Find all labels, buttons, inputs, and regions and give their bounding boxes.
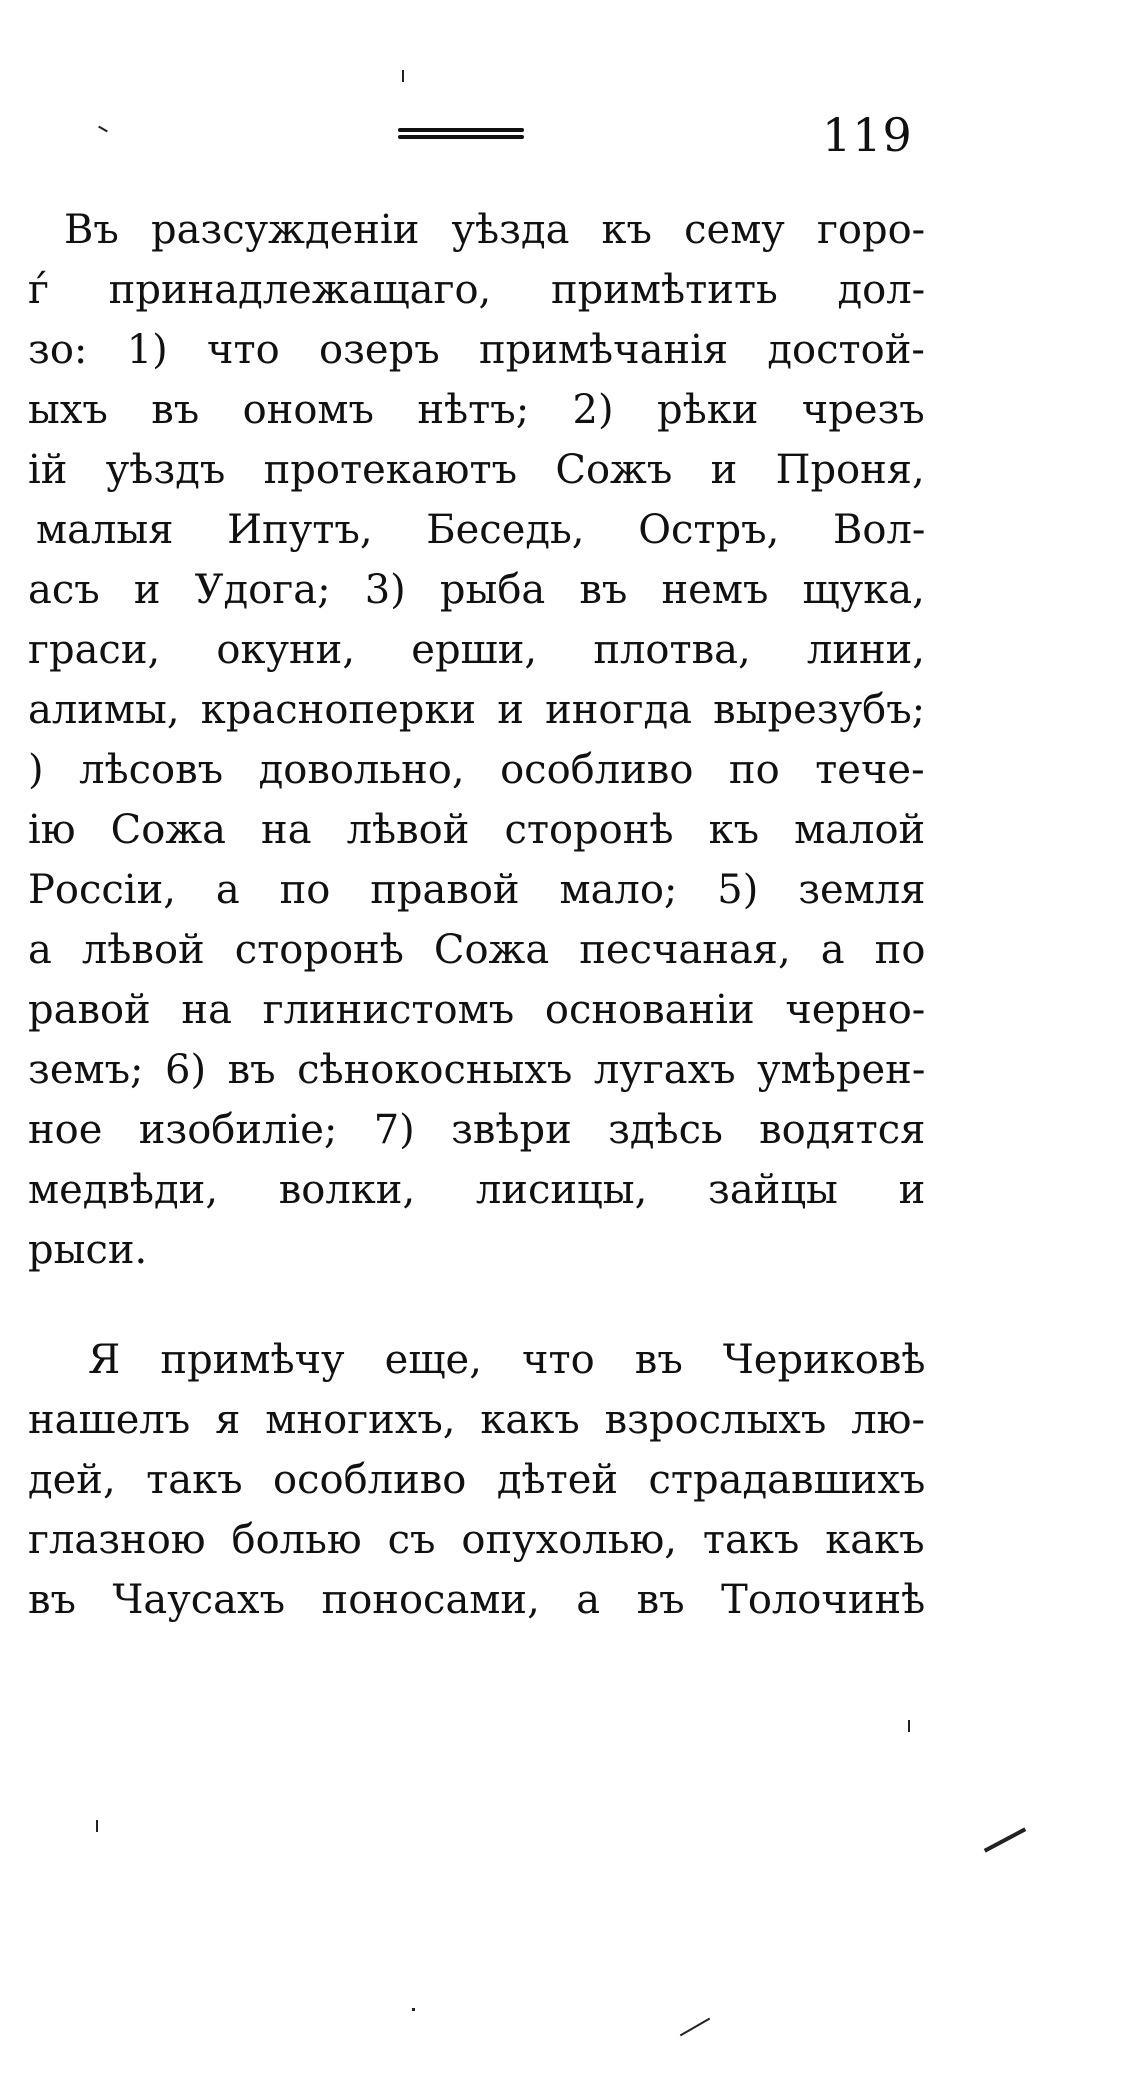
text-line: ное изобиліе; 7) звѣри здѣсь водятся xyxy=(28,1107,926,1153)
header-ornament-rule xyxy=(398,128,524,142)
scan-speck xyxy=(984,1827,1026,1852)
text-line: ѓ принадлежащаго, примѣтить дол- xyxy=(28,267,926,313)
text-line: земъ; 6) въ сѣнокосныхъ лугахъ умѣрен- xyxy=(28,1047,926,1093)
text-line: граси, окуни, ерши, плотва, лини, xyxy=(28,627,926,673)
scan-speck xyxy=(412,2008,415,2011)
text-line: зо: 1) что озеръ примѣчанія достой- xyxy=(28,327,925,373)
text-line: алимы, красноперки и иногда вырезубъ; xyxy=(28,687,926,733)
scan-speck xyxy=(98,126,108,133)
text-line: Я примѣчу еще, что въ Чериковѣ xyxy=(88,1337,926,1383)
text-line: ію Сожа на лѣвой сторонѣ къ малой xyxy=(28,807,926,853)
text-line: дей, такъ особливо дѣтей страдавшихъ xyxy=(28,1457,926,1503)
text-line: а лѣвой сторонѣ Сожа песчаная, а по xyxy=(28,927,926,973)
text-line: глазною болью съ опухолью, такъ какъ xyxy=(28,1517,925,1563)
text-line: ыхъ въ ономъ нѣтъ; 2) рѣки чрезъ xyxy=(28,387,925,433)
text-line: ій уѣздъ протекаютъ Сожъ и Проня, xyxy=(28,447,925,493)
text-line: рыси. xyxy=(28,1227,148,1273)
text-line: Россіи, а по правой мало; 5) земля xyxy=(28,867,926,913)
scan-speck xyxy=(680,2018,710,2037)
text-line: медвѣди, волки, лисицы, зайцы и xyxy=(28,1167,926,1213)
ornament-bar xyxy=(398,128,524,132)
scan-speck xyxy=(96,1820,98,1832)
text-line: асъ и Удога; 3) рыба въ немъ щука, xyxy=(28,567,925,613)
scan-speck xyxy=(402,70,404,82)
text-line: ) лѣсовъ довольно, особливо по тече- xyxy=(28,747,925,793)
page-number: 119 xyxy=(822,108,913,162)
text-line: равой на глинистомъ основаніи черно- xyxy=(28,987,926,1033)
scan-speck xyxy=(908,1720,910,1732)
ornament-bar xyxy=(398,135,524,139)
text-line: нашелъ я многихъ, какъ взрослыхъ лю- xyxy=(28,1397,925,1443)
text-line: Въ разсужденіи уѣзда къ сему горо- xyxy=(64,207,926,253)
text-line: въ Чаусахъ поносами, а въ Толочинѣ xyxy=(28,1577,926,1623)
text-line: малыя Ипутъ, Беседь, Остръ, Вол- xyxy=(36,507,926,553)
